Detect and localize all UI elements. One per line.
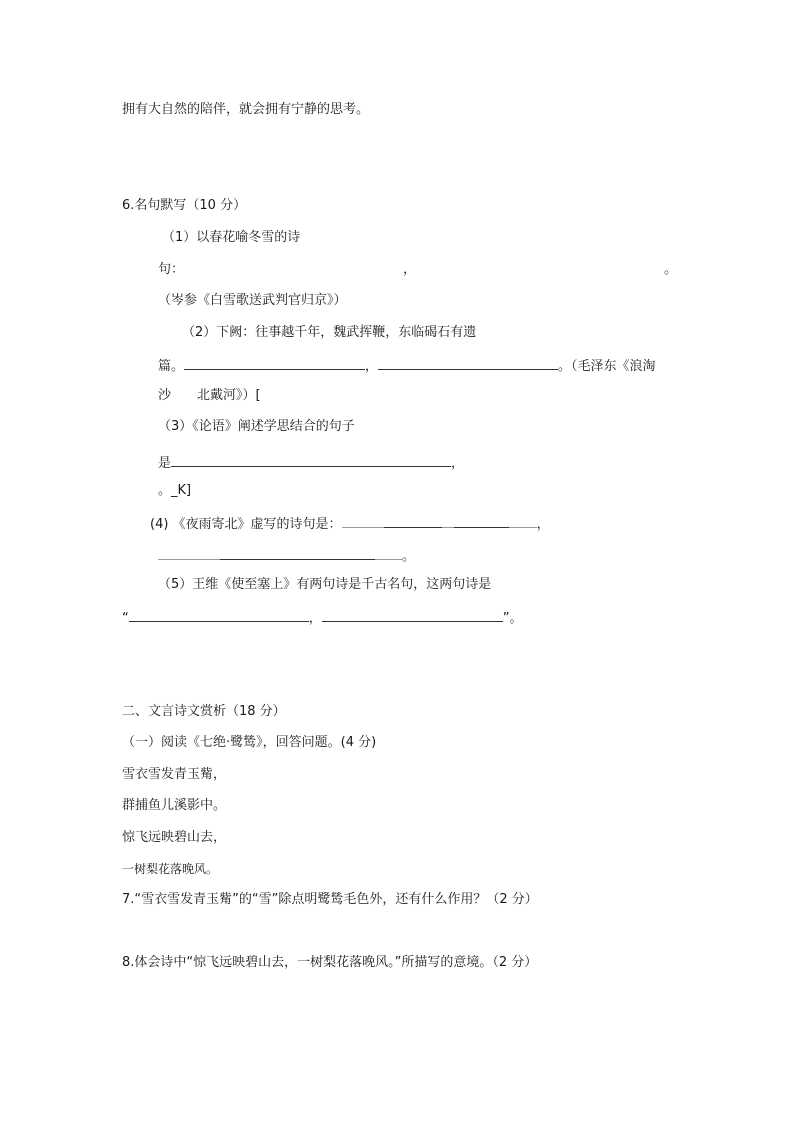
q6-item5-blank-2[interactable]	[322, 607, 503, 622]
q6-item4-answer-line	[150, 513, 550, 534]
q6-item1-prompt: （1）以春花喻冬雪的诗	[162, 230, 301, 245]
poem-line-3: 惊飞远映碧山去，	[122, 830, 227, 845]
poem-line-4: 一树梨花落晚风。	[122, 862, 219, 876]
poem-line-2: 群捕鱼儿溪影中。	[122, 798, 227, 813]
q6-item3-answer-line	[158, 452, 464, 473]
q6-item1-source: （岑参《白雪歌送武判官归京》）	[158, 293, 347, 308]
q6-item1-comma: ，	[403, 262, 417, 277]
q6-item3-prompt: （3）《论语》阐述学思结合的句子	[158, 419, 355, 434]
q6-item4-blank-2c[interactable]	[375, 545, 402, 560]
q6-item5-open-quote: “	[122, 611, 129, 626]
q6-item3-comma: ，	[451, 456, 465, 471]
q6-item4-prompt: (4) 《夜雨寄北》虚写的诗句是：	[150, 517, 342, 532]
q6-item4-blank-1e[interactable]	[509, 513, 537, 528]
q6-item2-blank-2[interactable]	[378, 355, 558, 370]
q6-item4-answer-line-2	[158, 545, 415, 566]
q6-item1-answer-line	[158, 261, 184, 279]
section-2-sub1: （一）阅读《七绝·鹭鸶》，回答问题。(4 分)	[122, 735, 377, 750]
q6-item2-blank-1[interactable]	[184, 355, 365, 370]
q6-item2-prompt: （2）下阙：往事越千年，魏武挥鞭，东临碣石有遗	[182, 325, 477, 340]
q6-item4-blank-1a[interactable]	[342, 513, 384, 528]
question-7: 7.“雪衣雪发青玉觜”的“雪”除点明鹭鸶毛色外，还有什么作用？（2 分）	[122, 892, 538, 907]
q6-item3-lead: 是	[158, 456, 172, 471]
q6-item4-comma: ，	[536, 517, 550, 532]
q6-item3-blank[interactable]	[171, 452, 451, 467]
q6-item4-end: 。	[402, 549, 416, 564]
q6-item2-comma: ，	[365, 359, 379, 374]
q6-scan-mark: 。_K]	[158, 483, 192, 498]
section-2-title: 二、文言诗文赏析（18 分）	[122, 704, 286, 719]
q6-item5-blank-1[interactable]	[129, 607, 309, 622]
q6-item4-blank-2a[interactable]	[158, 545, 220, 560]
intro-line: 拥有大自然的陪伴，就会拥有宁静的思考。	[122, 102, 370, 117]
q6-item2-source-cont: 沙 北戴河》）[	[158, 388, 261, 403]
q6-item2-end-source: 。（毛泽东《浪淘	[558, 359, 656, 374]
q6-item5-prompt: （5）王维《使至塞上》有两句诗是千古名句，这两句诗是	[158, 577, 492, 592]
q6-item4-blank-2b[interactable]	[220, 545, 375, 560]
q6-item5-answer-line	[122, 607, 523, 628]
q6-item5-close: ”。	[502, 611, 523, 626]
q6-item5-comma: ，	[308, 611, 322, 626]
q6-item4-blank-1c[interactable]	[442, 513, 454, 528]
q6-item1-end: 。	[664, 262, 678, 277]
q6-item1-lead: 句：	[158, 262, 185, 277]
q6-item2-answer-line	[158, 355, 656, 376]
question-6-title: 6.名句默写（10 分）	[122, 198, 247, 213]
q6-item4-blank-1b[interactable]	[384, 513, 442, 528]
q6-item2-lead: 篇。	[158, 359, 185, 374]
q6-item4-blank-1d[interactable]	[454, 513, 509, 528]
poem-line-1: 雪衣雪发青玉觜，	[122, 767, 227, 782]
question-8: 8.体会诗中“惊飞远映碧山去，一树梨花落晚风。”所描写的意境。（2 分）	[122, 955, 538, 970]
